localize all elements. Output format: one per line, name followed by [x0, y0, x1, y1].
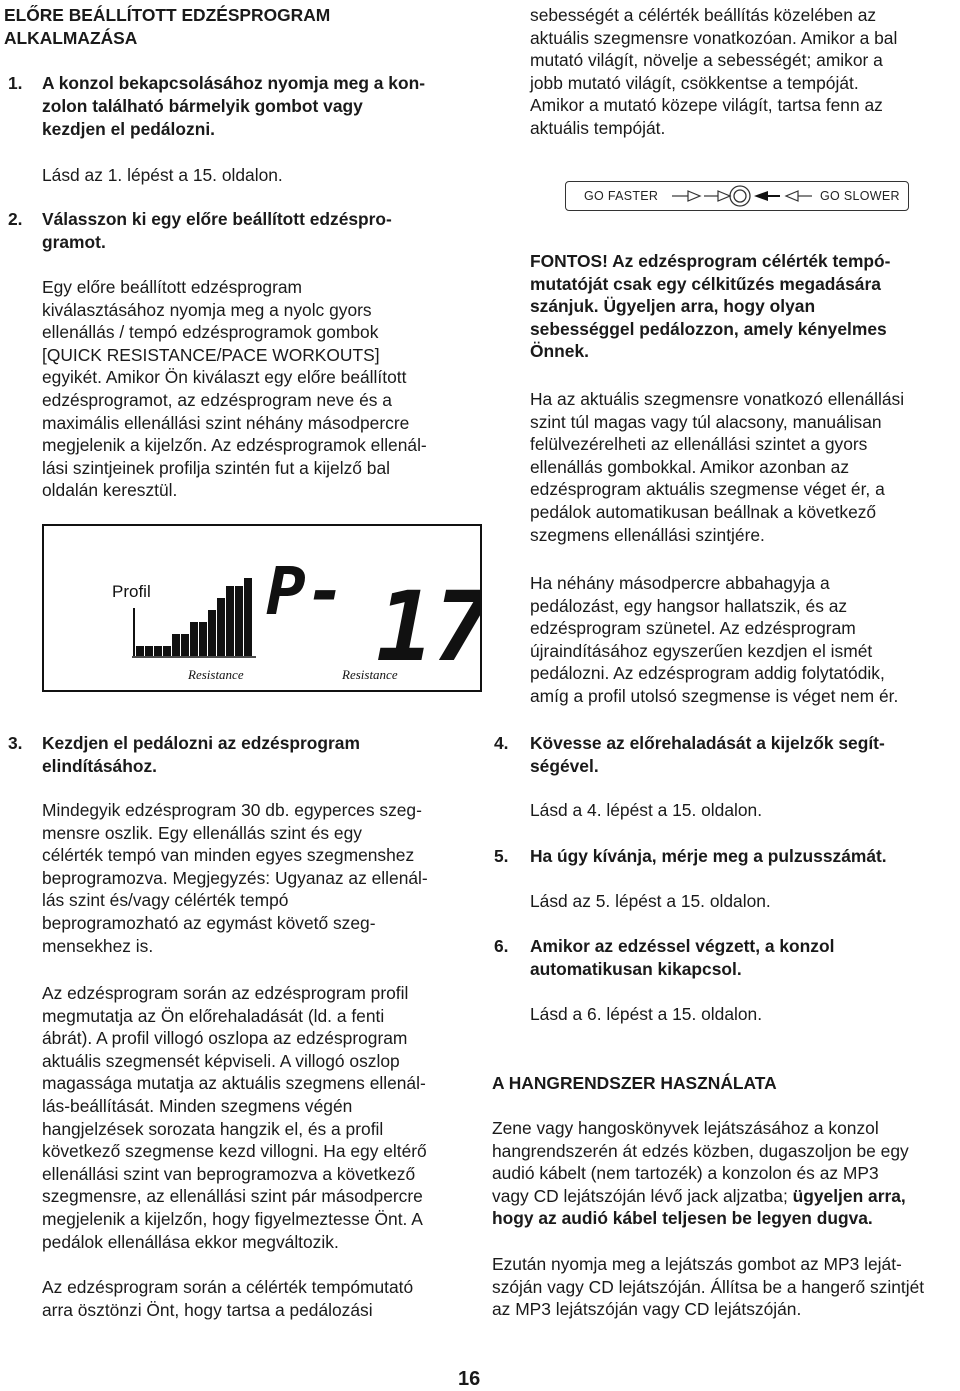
text-line: hogy az audió kábel teljesen be legyen dugva. [492, 1208, 873, 1229]
text-line: FONTOS! Az edzésprogram célérték tempó- [530, 251, 891, 271]
text-line: szánjuk. Ügyeljen arra, hogy olyan [530, 296, 816, 317]
step-3-paragraph-3 [42, 1276, 413, 1321]
text-line: edzésprogramot, az edzésprogram neve és a [42, 389, 392, 410]
text-line: Az edzésprogram során az edzésprogram profil [42, 983, 409, 1003]
text-line: egyikét. Amikor Ön kiválaszt egy előre beállított [42, 367, 407, 388]
step-5-reference: Lásd az 5. lépést a 15. oldalon. [530, 891, 771, 911]
audio-paragraph-1 [492, 1117, 954, 1230]
text-line: edzésprogram aktuális szegmense véget ér, a [530, 479, 885, 500]
text-line: Önnek. [530, 341, 589, 362]
text-line: [QUICK RESISTANCE/PACE WORKOUTS] [42, 344, 380, 365]
text-line: ellenállás / tempó edzésprogramok gombok [42, 322, 379, 343]
text-line: felülvezérelheti az ellenállási szintet a gyors [530, 434, 868, 455]
profile-bar [136, 646, 144, 656]
step-5-number: 5. [494, 846, 509, 866]
profile-bar [208, 610, 216, 656]
audio-section-heading: A HANGRENDSZER HASZNÁLATA [492, 1073, 777, 1093]
step-1-title-line1: A konzol bekapcsolásához nyomja meg a kon- [42, 73, 426, 93]
text-line: megjelenik a kijelzőn. Az edzésprogramok ellenál- [42, 435, 427, 456]
step-2-number: 2. [8, 209, 23, 229]
text-line: sebességét a célérték beállítás közelében az [530, 5, 877, 25]
text-line: maximális ellenállási szint néhány másodpercre [42, 412, 410, 433]
text-line: pedálozni. Az edzésprogram addig folytatódik, [530, 663, 885, 684]
profile-bar [235, 586, 243, 656]
step-6-title-line1: Amikor az edzéssel végzett, a konzol [530, 936, 835, 956]
text-line: aktuális szegmensre vonatkozóan. Amikor a bal [530, 27, 898, 48]
text-line: lás szint és/vagy célérték tempó [42, 890, 289, 911]
text-line: mensekhez is. [42, 935, 154, 956]
text-line: hangrendszerén át edzés közben, dugaszoljon be egy [492, 1140, 909, 1161]
text-line: újraindításához egyszerűen kezdjen el ismét [530, 640, 873, 661]
step-3-title-line1: Kezdjen el pedálozni az edzésprogram [42, 733, 360, 753]
profile-label: Profil [112, 582, 151, 601]
text-line: ábrát). A profil villogó oszlopa az edzésprogram [42, 1028, 408, 1049]
profile-bar [217, 598, 225, 656]
faster-arrow-icon [704, 191, 730, 201]
profile-bar [154, 646, 162, 656]
text-line: szegmens ellenállási szintjére. [530, 524, 765, 545]
text-line: szóján vagy CD lejátszóján. Állítsa be a hangerő szintjét [492, 1276, 925, 1297]
step-3-paragraph-2 [42, 982, 427, 1253]
console-display-graphic [44, 526, 480, 690]
step-4-title-line2: ségével. [530, 756, 599, 776]
profile-bar [190, 622, 198, 656]
text-line: amíg a profil utolsó szegmense is véget nem ér. [530, 685, 899, 706]
text-line: Ha az aktuális szegmensre vonatkozó ellenállási [530, 389, 905, 409]
important-note [530, 250, 890, 363]
step-4-number: 4. [494, 733, 509, 753]
text-line: jobb mutató világít, csökkentse a tempóját. [530, 72, 859, 93]
text-line: beprogramozható az egymást követő szeg- [42, 912, 376, 933]
resistance-label-left: Resistance [188, 667, 244, 682]
text-line: szint túl magas vagy túl alacsony, manuálisan [530, 411, 882, 432]
text-line: lás-beállítását. Minden szegmens végén [42, 1095, 353, 1116]
text-line: megmutatja az Ön előrehaladását (ld. a fenti [42, 1005, 385, 1026]
text-line: mutatóját csak egy célkitűzés megadására [530, 273, 881, 294]
profile-bar [244, 578, 252, 656]
text-line: audió kábelt (nem tartozék) a konzolon és az MP3 [492, 1163, 879, 1184]
text-line: kiválasztásához nyomja meg a nyolc gyors [42, 299, 372, 320]
text-line: célérték tempó van minden egyes szegmenshez [42, 845, 415, 866]
step-1-title-line3: kezdjen el pedálozni. [42, 119, 215, 139]
text-line: Egy előre beállított edzésprogram [42, 277, 303, 297]
text-line: beprogramozva. Megjegyzés: Ugyanaz az ellenál- [42, 867, 428, 888]
text-line: Ezután nyomja meg a lejátszás gombot az MP3 leját- [492, 1254, 902, 1274]
resistance-label-right: Resistance [342, 667, 398, 682]
text-line: Amikor a mutató közepe világít, tartsa fenn az [530, 95, 883, 116]
step-2-title-line1: Válasszon ki egy előre beállított edzéspro- [42, 209, 392, 229]
pause-paragraph [530, 572, 898, 708]
text-line: Ha néhány másodpercre abbahagyja a [530, 573, 830, 593]
profile-bar [181, 634, 189, 656]
text-line: szegmensre, az ellenállási szint pár másodpercre [42, 1186, 423, 1207]
text-line: az MP3 lejátszóján vagy CD lejátszóján. [492, 1299, 802, 1320]
profile-bar [163, 646, 171, 656]
slower-arrow-icon [754, 191, 780, 201]
step-5-title: Ha úgy kívánja, mérje meg a pulzusszámát. [530, 846, 887, 866]
text-line: mensre oszlik. Egy ellenállás szint és egy [42, 822, 362, 843]
step-6-reference: Lásd a 6. lépést a 15. oldalon. [530, 1004, 763, 1024]
console-display-illustration [42, 524, 482, 692]
audio-paragraph-2 [492, 1253, 954, 1321]
text-line: ellenállási szint van beprogramozva a következő [42, 1163, 416, 1184]
step-1-title-line2: zolon található bármelyik gombot vagy [42, 96, 363, 116]
step-2-paragraph [42, 276, 427, 502]
continued-paragraph [530, 4, 897, 140]
text-line: mutató világít, növelje a sebességét; amikor a [530, 50, 883, 71]
text-line: arra ösztönzi Önt, hogy tartsa a pedálozási [42, 1299, 373, 1320]
profile-bar [172, 634, 180, 656]
step-4-reference: Lásd a 4. lépést a 15. oldalon. [530, 800, 763, 820]
text-line [492, 1185, 954, 1208]
profile-bar [145, 646, 153, 656]
pace-arrows-graphic [666, 182, 816, 210]
text-line: ellenállás gombokkal. Amikor azonban az [530, 456, 850, 477]
profile-bars [136, 578, 252, 656]
text-line: megjelenik a kijelzőn, hogy figyelmeztesse Önt. A [42, 1208, 423, 1229]
text-line: hangjelzések sorozata hangzik el, és a profil [42, 1118, 384, 1139]
step-1-reference: Lásd az 1. lépést a 15. oldalon. [42, 165, 283, 185]
text-line: aktuális szegmensét képviseli. A villogó oszlop [42, 1050, 400, 1071]
text-line: lási szintjeinek profilja szintén fut a kijelző bal [42, 457, 390, 478]
text-line: edzésprogram szünetel. Az edzésprogram [530, 618, 856, 639]
target-pace-center-icon [730, 186, 750, 206]
program-readout-left: P- [266, 553, 346, 630]
profile-bar [199, 622, 207, 656]
text-line: oldalán keresztül. [42, 480, 178, 501]
go-faster-label: GO FASTER [584, 189, 659, 203]
step-3-number: 3. [8, 733, 23, 753]
text-line: pedálozást, egy hangsor hallatszik, és az [530, 595, 848, 616]
faster-arrow-icon [672, 191, 700, 201]
text-line: pedálok automatikusan beállnak a következő [530, 501, 877, 522]
step-3-paragraph-1 [42, 799, 428, 957]
program-readout-right: 1 [376, 571, 434, 683]
text-line: aktuális tempóját. [530, 117, 666, 138]
step-4-title-line1: Kövesse az előrehaladását a kijelzők segít- [530, 733, 885, 753]
step-6-number: 6. [494, 936, 509, 956]
text-run: vagy CD lejátszóján lévő jack aljzatba; [492, 1185, 788, 1206]
text-line: magassága mutatja az aktuális szegmens ellenál- [42, 1073, 426, 1094]
step-3-title-line2: elindításához. [42, 756, 157, 776]
section-heading-line1: ELŐRE BEÁLLÍTOTT EDZÉSPROGRAM [4, 5, 331, 25]
text-line: Zene vagy hangoskönyvek lejátszásához a konzol [492, 1118, 879, 1138]
pace-indicator-illustration [565, 181, 909, 211]
profile-bar [226, 586, 234, 656]
step-2-title-line2: gramot. [42, 232, 106, 252]
slower-arrow-icon [786, 191, 812, 201]
step-1-number: 1. [8, 73, 23, 93]
step-6-title-line2: automatikusan kikapcsol. [530, 959, 742, 979]
override-paragraph [530, 388, 904, 546]
text-run-bold: ügyeljen arra, [792, 1185, 906, 1206]
page-number: 16 [458, 1368, 481, 1390]
text-line: Az edzésprogram során a célérték tempómutató [42, 1277, 414, 1297]
go-slower-label: GO SLOWER [820, 189, 900, 203]
text-line: pedálok ellenállása ekkor megváltozik. [42, 1231, 339, 1252]
section-heading-line2: ALKALMAZÁSA [4, 28, 138, 48]
text-line: következő szegmense kezd villogni. Ha egy eltérő [42, 1141, 427, 1162]
text-line: sebességgel pedálozzon, amely kényelmes [530, 318, 887, 339]
text-line: Mindegyik edzésprogram 30 db. egyperces szeg- [42, 800, 422, 820]
